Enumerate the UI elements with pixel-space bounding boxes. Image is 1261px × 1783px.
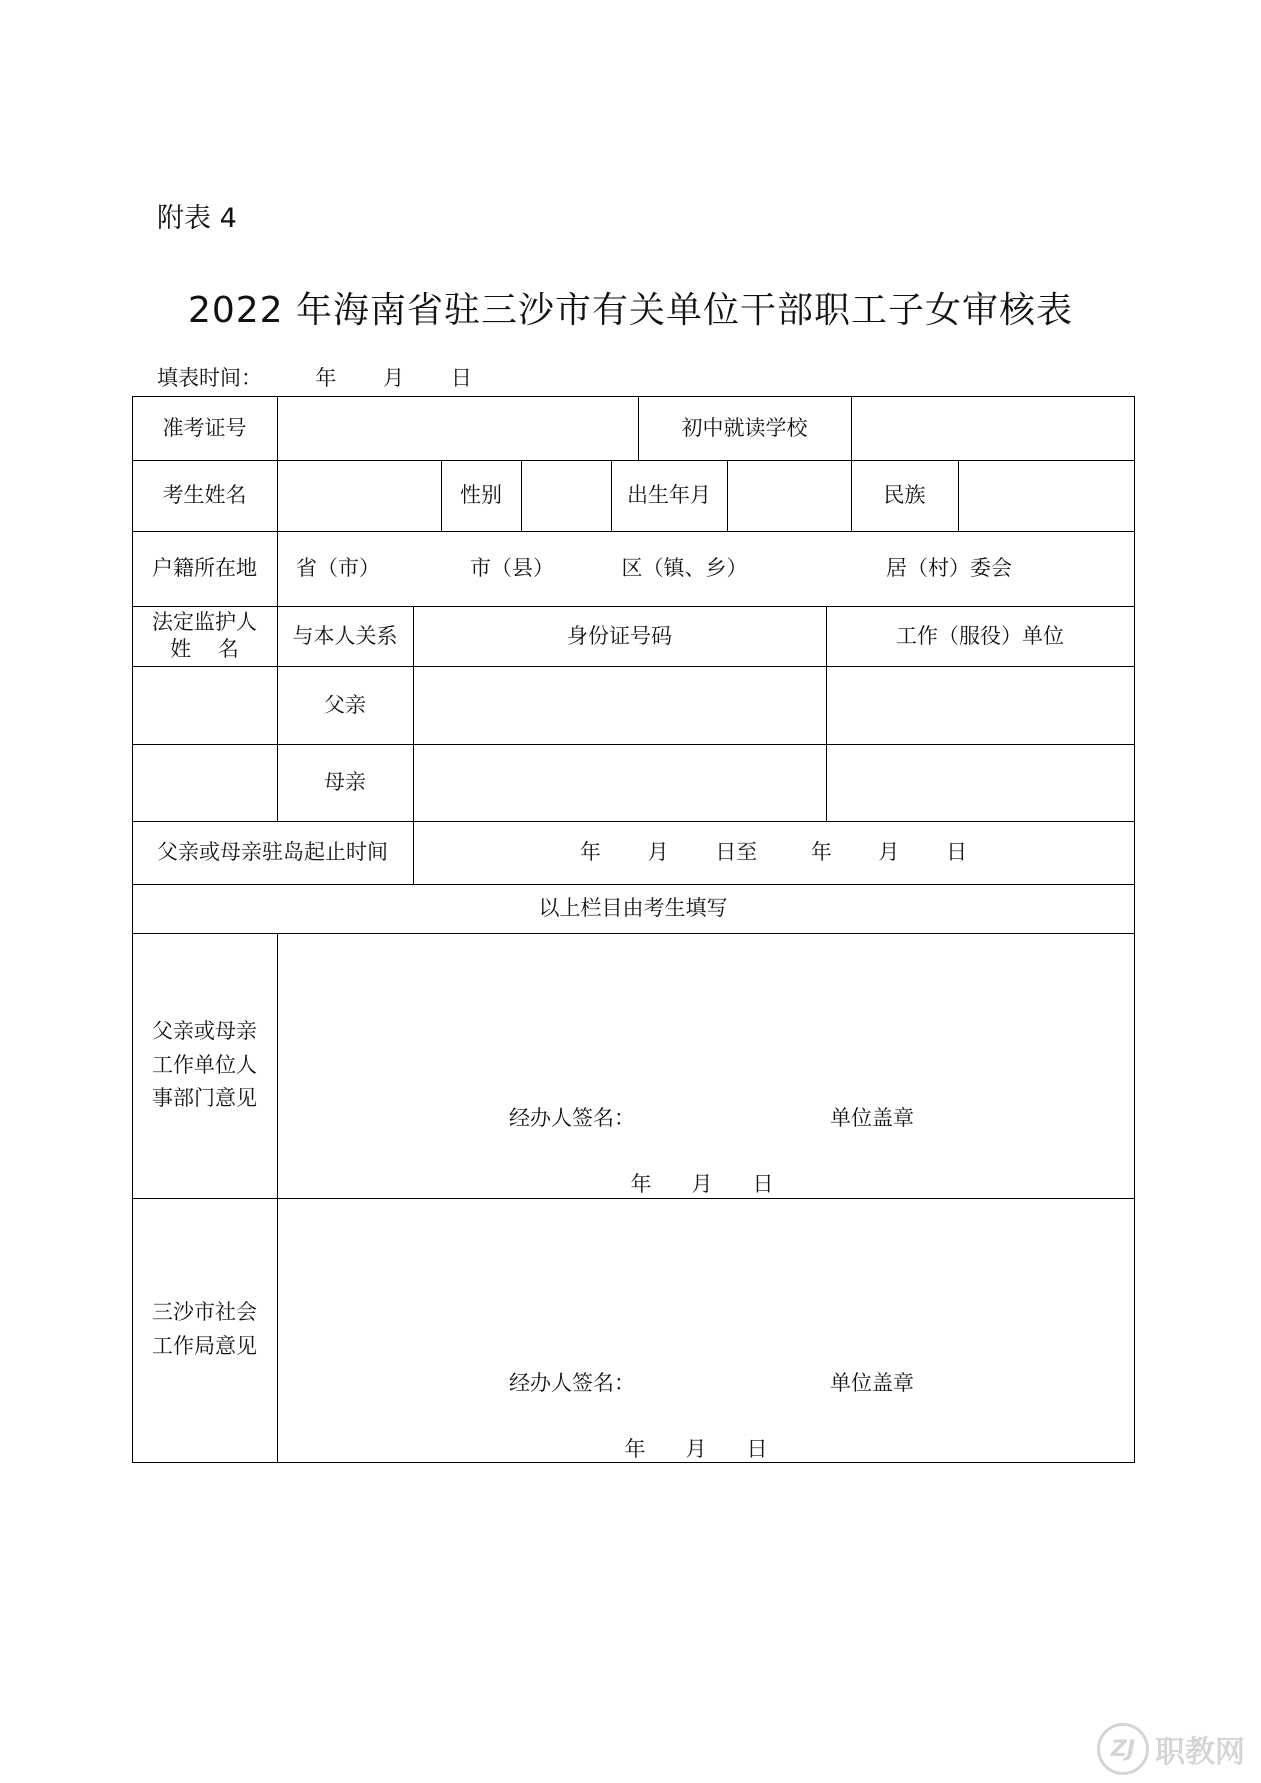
candidate-fill-note: 以上栏目由考生填写 [538,896,728,921]
sansha-opinion-label: 三沙市社会 工作局意见 [152,1300,257,1358]
father-name-field[interactable] [133,667,277,744]
household-province: 省（市） [296,556,380,581]
watermark-text: 职教网 [1155,1735,1245,1770]
household-district: 区（镇、乡） [621,556,748,581]
ethnicity-label: 民族 [883,483,926,508]
page-title: 2022 年海南省驻三沙市有关单位干部职工子女审核表 [187,290,1074,331]
dept-seal-label: 单位盖章 [830,1105,914,1130]
father-id-field[interactable] [414,667,826,744]
birth-label: 出生年月 [627,483,711,508]
mother-id-field[interactable] [414,745,826,821]
sansha-opinion-area[interactable] [278,1199,1134,1462]
attachment-label: 附表 4 [157,203,237,234]
dept-opinion-label: 父亲或母亲 工作单位人 事部门意见 [152,1019,257,1111]
watermark-logo-icon: ZJ [1097,1723,1149,1775]
fill-time: 填表时间： 年 月 日 [157,366,472,390]
island-period-label: 父亲或母亲驻岛起止时间 [157,840,388,865]
guardian-name-label: 法定监护人 姓 名 [152,609,257,661]
birth-field[interactable] [728,461,851,531]
household-village: 居（村）委会 [886,556,1012,581]
work-unit-label: 工作（服役）单位 [896,623,1064,648]
household-city: 市（县） [470,556,554,581]
dept-opinion-area[interactable] [278,934,1134,1198]
exam-no-label: 准考证号 [162,415,247,440]
review-form-table [132,396,1135,1462]
sansha-seal-label: 单位盖章 [830,1370,914,1395]
household-label: 户籍所在地 [152,556,257,581]
name-label: 考生姓名 [162,483,247,508]
gender-field[interactable] [522,461,611,531]
junior-school-field[interactable] [852,397,1134,460]
island-period-value[interactable]: 年 月 日至 年 月 日 [579,840,968,865]
relation-label: 与本人关系 [292,623,398,648]
id-number-label: 身份证号码 [567,623,672,648]
name-field[interactable] [278,461,441,531]
exam-no-field[interactable] [278,397,638,460]
mother-relation: 母亲 [324,770,366,795]
sansha-signer-label: 经办人签名： [509,1370,635,1395]
junior-school-label: 初中就读学校 [681,415,808,440]
dept-date: 年 月 日 [630,1171,774,1196]
mother-work-unit-field[interactable] [827,745,1134,821]
mother-name-field[interactable] [133,745,277,821]
gender-label: 性别 [460,483,502,508]
father-work-unit-field[interactable] [827,667,1134,744]
ethnicity-field[interactable] [959,461,1134,531]
father-relation: 父亲 [324,692,366,717]
dept-signer-label: 经办人签名： [509,1105,635,1130]
sansha-date: 年 月 日 [624,1436,768,1461]
watermark [1097,1723,1245,1775]
